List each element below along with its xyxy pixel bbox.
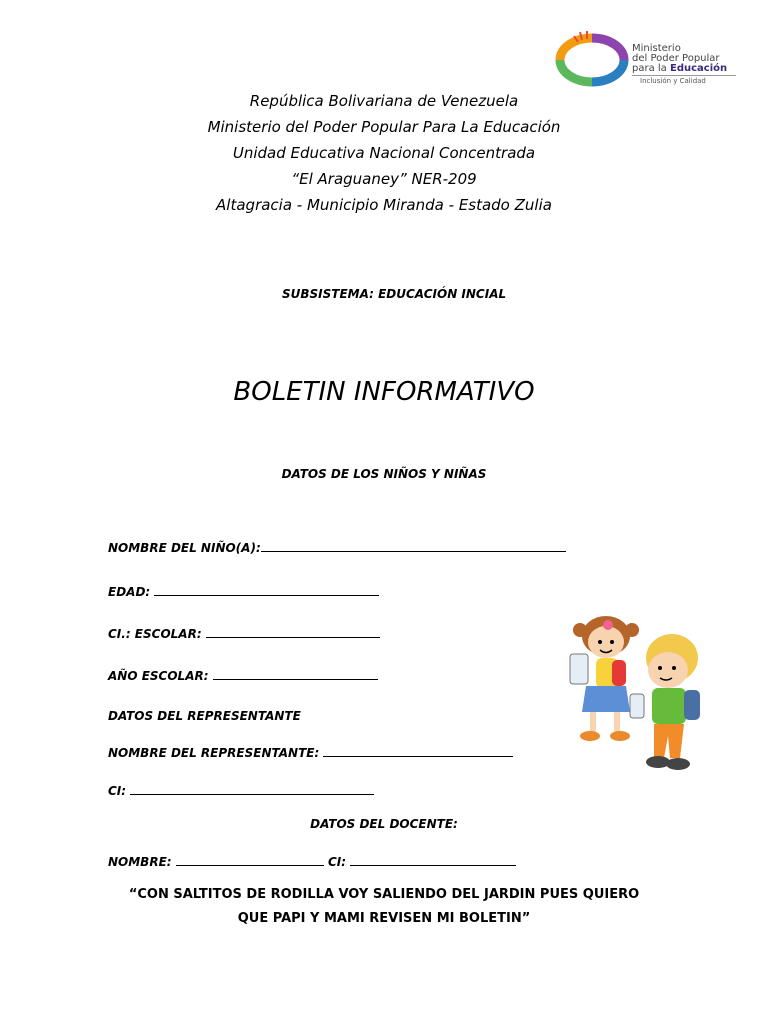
kids-illustration [560,612,710,777]
school-id-field[interactable] [108,625,380,641]
representative-name-blank[interactable] [323,744,513,757]
school-year-label: AÑO ESCOLAR: [108,669,213,683]
representative-ci-blank[interactable] [130,782,374,795]
school-id-blank[interactable] [206,625,380,638]
school-year-field[interactable] [108,667,378,683]
teacher-fields[interactable] [108,853,516,869]
ministry-logo [552,30,742,90]
header-line-2: Ministerio del Poder Popular Para La Educación [207,118,561,136]
age-blank[interactable] [154,583,379,596]
teacher-ci-blank[interactable] [350,853,516,866]
representative-ci-label: CI: [108,784,131,798]
quote-line-1: “CON SALTITOS DE RODILLA VOY SALIENDO DEL JARDIN PUES QUIERO [128,887,640,902]
subsystem-label: SUBSISTEMA: EDUCACIÓN INCIAL [282,287,507,301]
representative-ci-field[interactable] [108,782,374,798]
teacher-section-title: DATOS DEL DOCENTE: [310,817,458,831]
logo-text-prefix: para la [632,63,670,74]
school-id-label: CI.: ESCOLAR: [108,627,206,641]
logo-divider [632,75,736,76]
header-line-3: Unidad Educativa Nacional Concentrada [232,144,536,162]
header-line-1: República Bolivariana de Venezuela [249,92,519,110]
children-section-title: DATOS DE LOS NIÑOS Y NIÑAS [281,467,487,481]
page-title: BOLETIN INFORMATIVO [233,377,535,407]
header-line-4: “El Araguaney” NER-209 [291,170,477,188]
kids-with-backpacks-icon [560,612,710,777]
child-name-blank[interactable] [261,539,566,552]
logo-text-ministerio: Ministerio [632,43,681,54]
ministry-logo-ring-icon [552,30,630,90]
logo-text-educacion [632,64,727,74]
representative-name-field[interactable] [108,744,513,760]
teacher-name-blank[interactable] [176,853,324,866]
age-label: EDAD: [108,585,155,599]
representative-name-label: NOMBRE DEL REPRESENTANTE: [108,746,324,760]
header-line-5: Altagracia - Municipio Miranda - Estado Zulia [216,196,552,214]
school-year-blank[interactable] [213,667,378,680]
teacher-ci-label: CI: [327,855,351,869]
age-field[interactable] [108,583,379,599]
logo-text-bold: Educación [669,63,728,74]
child-name-field[interactable] [108,539,566,555]
logo-tagline: Inclusión y Calidad [640,77,706,85]
logo-text-poder-popular: del Poder Popular [632,53,720,64]
quote-line-2: QUE PAPI Y MAMI REVISEN MI BOLETIN” [237,911,531,926]
child-name-label: NOMBRE DEL NIÑO(A): [108,541,261,555]
teacher-name-label: NOMBRE: [108,855,176,869]
representative-section-title: DATOS DEL REPRESENTANTE [108,709,301,723]
